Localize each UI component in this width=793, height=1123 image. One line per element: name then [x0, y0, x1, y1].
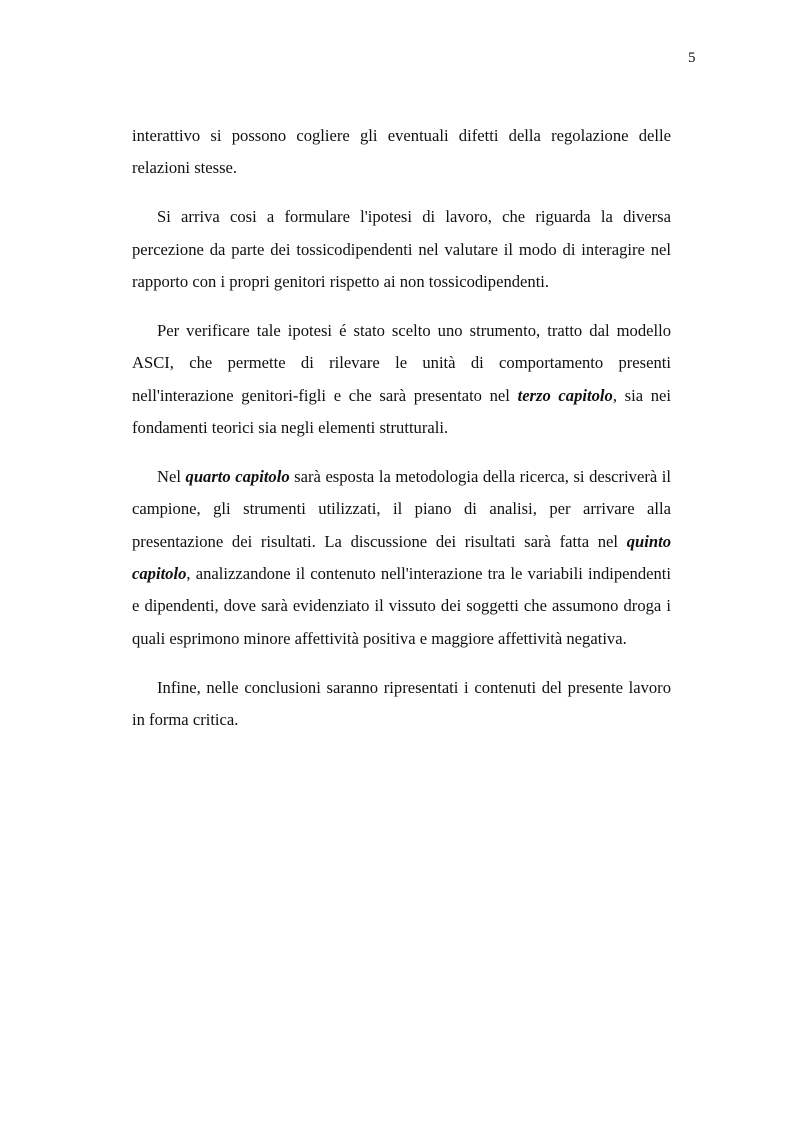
text-segment: , sia nei fondamenti teorici sia negli elementi strutturali. — [132, 385, 671, 438]
text-segment: Si arriva cosi a formulare l'ipotesi di lavoro, che riguarda la diversa percezione da parte dei tossicodipendenti nel valutare il modo di interagire nel rapporto con i propri genitori rispetto ai non tossicodipendenti. — [132, 207, 671, 292]
paragraph-continuation — [132, 120, 671, 185]
page-number: 5 — [688, 50, 696, 66]
document-body — [132, 120, 671, 753]
paragraph-hypothesis — [132, 201, 671, 298]
text-segment: Infine, nelle conclusioni saranno ripresentati i contenuti del presente lavoro in forma critica. — [132, 677, 671, 730]
text-segment: , analizzandone il contenuto nell'interazione tra le variabili indipendenti e dipendenti, dove sarà evidenziato il vissuto dei soggetti che assumono droga i quali esprimono minore affettività positiva e maggiore affettività negativa. — [132, 564, 671, 648]
paragraph-instrument — [132, 315, 671, 445]
text-segment: Nel — [157, 466, 186, 486]
text-segment: sarà esposta la metodologia della ricerca, si descriverà il campione, gli strumenti utilizzati, il piano di analisi, per arrivare alla presentazione dei risultati. La discussione dei risultati sarà fatta nel — [132, 466, 672, 551]
emphasis-chapter-ref: quinto capitolo — [132, 531, 671, 584]
emphasis-chapter-ref: terzo capitolo — [517, 385, 613, 405]
paragraph-conclusions — [132, 672, 671, 737]
paragraph-methodology — [132, 461, 671, 655]
text-segment: interattivo si possono cogliere gli eventuali difetti della regolazione delle relazioni stesse. — [132, 126, 671, 178]
text-segment: Per verificare tale ipotesi é stato scelto uno strumento, tratto dal modello ASCI, che permette di rilevare le unità di comportamento presenti nell'interazione genitori-figli e che sarà presentato nel — [132, 320, 671, 405]
emphasis-chapter-ref: quarto capitolo — [185, 466, 290, 486]
